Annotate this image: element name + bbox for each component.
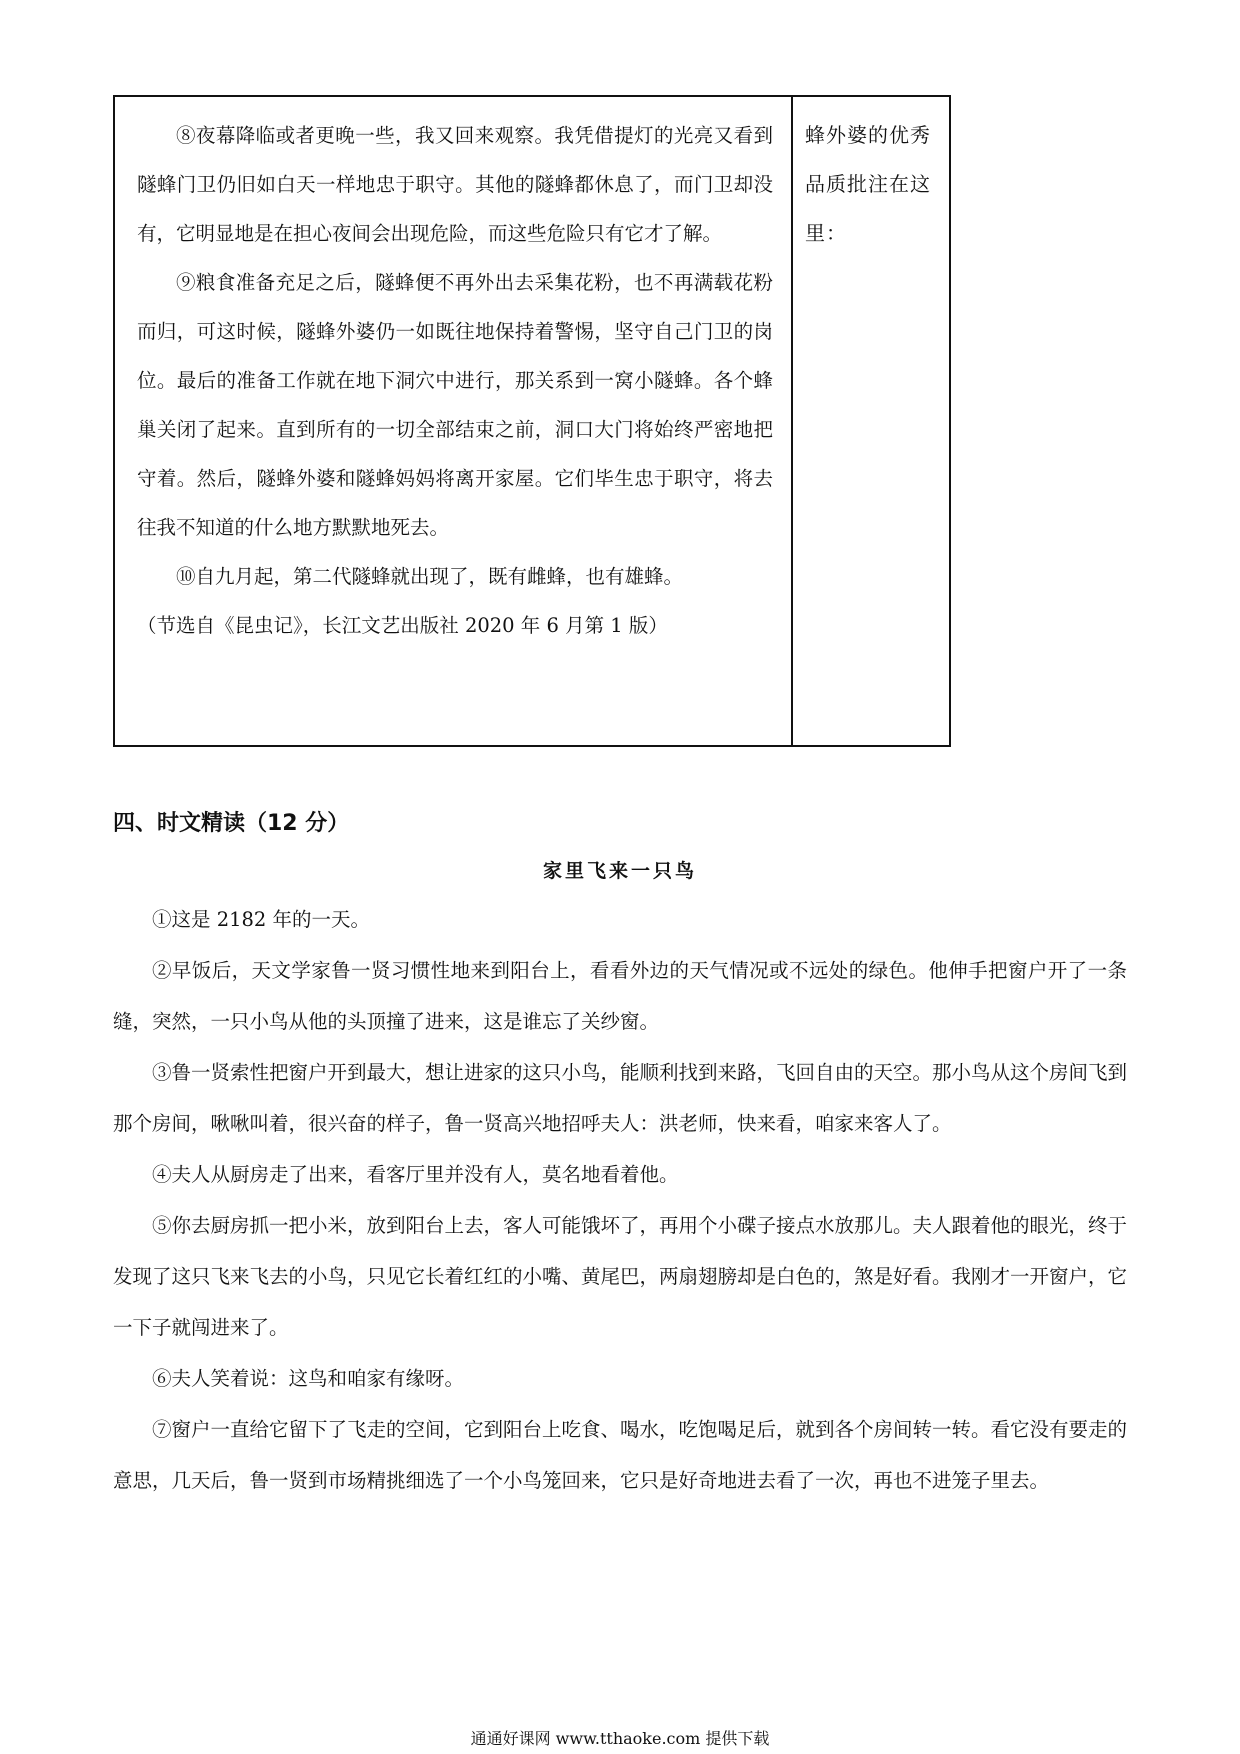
page-footer: 通通好课网 www.tthaoke.com 提供下载 [470,1729,770,1748]
article-paragraph-7: ⑦窗户一直给它留下了飞走的空间，它到阳台上吃食、喝水，吃饱喝足后，就到各个房间转一转。看它没有要走的意思，几天后，鲁一贤到市场精挑细选了一个小鸟笼回来，它只是好奇地进去看了一次，再也不进笼子里去。 [113,1418,1128,1492]
article-paragraph-6: ⑥夫人笑着说：这鸟和咱家有缘呀。 [152,1367,465,1390]
article-title: 家里飞来一只鸟 [542,860,697,882]
article-paragraph-1: ①这是 2182 年的一天。 [152,908,371,931]
article-paragraph-3: ③鲁一贤索性把窗户开到最大，想让进家的这只小鸟，能顺利找到来路，飞回自由的天空。那小鸟从这个房间飞到那个房间，啾啾叫着，很兴奋的样子，鲁一贤高兴地招呼夫人：洪老师，快来看，咱家来客人了。 [113,1061,1128,1135]
passage-source: （节选自《昆虫记》，长江文艺出版社 2020 年 6 月第 1 版） [137,614,668,637]
article-body [113,894,1127,1506]
article-paragraph-4: ④夫人从厨房走了出来，看客厅里并没有人，莫名地看着他。 [152,1163,679,1186]
reading-annotation-table [113,95,951,747]
annotation-prompt: 蜂外婆的优秀品质批注在这里： [805,123,931,245]
passage-cell [115,97,793,745]
section-heading: 四、时文精读（12 分） [113,811,350,836]
passage-paragraph-9: ⑨粮食准备充足之后，隧蜂便不再外出去采集花粉，也不再满载花粉而归，可这时候，隧蜂外婆仍一如既往地保持着警惕，坚守自己门卫的岗位。最后的准备工作就在地下洞穴中进行，那关系到一窝小隧蜂。各个蜂巢关闭了起来。直到所有的一切全部结束之前，洞口大门将始终严密地把守着。然后，隧蜂外婆和隧蜂妈妈将离开家屋。它们毕生忠于职守，将去往我不知道的什么地方默默地死去。 [137,271,773,539]
passage-paragraph-10: ⑩自九月起，第二代隧蜂就出现了，既有雌蜂，也有雄蜂。 [176,565,684,588]
article-paragraph-2: ②早饭后，天文学家鲁一贤习惯性地来到阳台上，看看外边的天气情况或不远处的绿色。他伸手把窗户开了一条缝，突然，一只小鸟从他的头顶撞了进来，这是谁忘了关纱窗。 [113,959,1127,1033]
passage-paragraph-8: ⑧夜幕降临或者更晚一些，我又回来观察。我凭借提灯的光亮又看到隧蜂门卫仍旧如白天一样地忠于职守。其他的隧蜂都休息了，而门卫却没有，它明显地是在担心夜间会出现危险，而这些危险只有它才了解。 [137,124,773,245]
article-paragraph-5: ⑤你去厨房抓一把小米，放到阳台上去，客人可能饿坏了，再用个小碟子接点水放那儿。夫人跟着他的眼光，终于发现了这只飞来飞去的小鸟，只见它长着红红的小嘴、黄尾巴，两扇翅膀却是白色的，煞是好看。我刚才一开窗户，它一下子就闯进来了。 [113,1214,1128,1339]
annotation-cell [793,97,949,745]
